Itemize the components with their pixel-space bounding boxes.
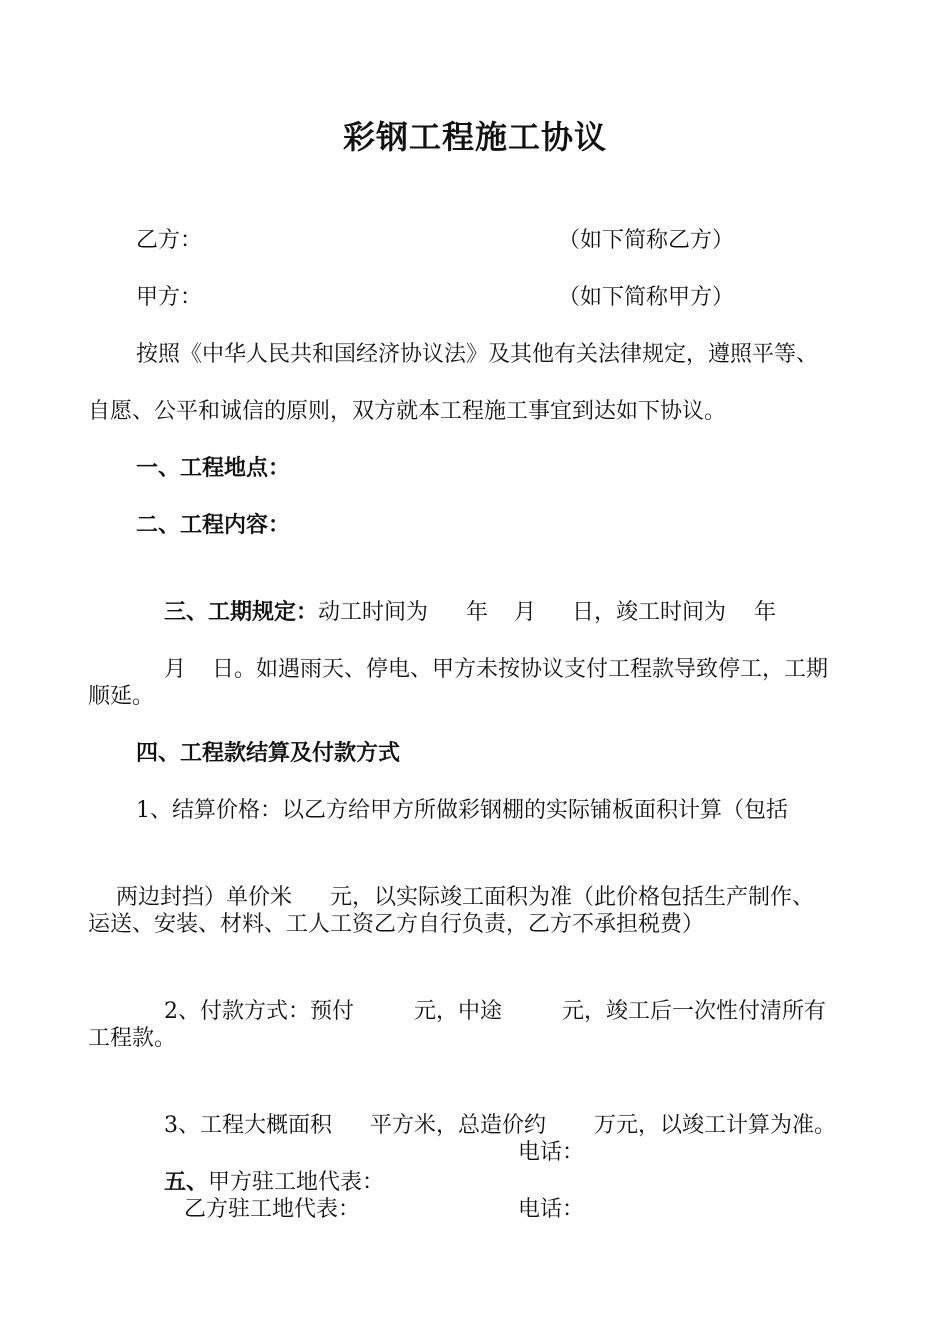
rep-b-phone-label: 电话： [518,1197,585,1222]
section-2-heading: 二、工程内容： [136,513,291,538]
finish-year-unit: 年 [754,600,777,625]
party-b-label: 乙方： [136,228,203,253]
start-month-unit: 月 [514,600,537,625]
intro-line-2: 自愿、公平和诚信的原则，双方就本工程施工事宜到达如下协议。 [88,399,727,424]
total-cost-unit: 万元，以竣工计算为准。 [594,1113,837,1138]
finish-label: 日，竣工时间为 [572,600,727,625]
rep-a-label: 甲方驻工地代表： [208,1170,385,1195]
intro-line-1: 按照《中华人民共和国经济协议法》及其他有关法律规定，遵照平等、 [136,342,819,367]
total-cost-label: 平方米，总造价约 [369,1113,546,1138]
section-3-line-2-text: 日。如遇雨天、停电、甲方未按协议支付工程款导致停工，工期 [212,657,829,682]
section-1-heading: 一、工程地点： [136,456,291,481]
area-label: 3、工程大概面积 [163,1113,332,1138]
start-label: 动工时间为 [318,600,429,625]
item-2-line-1 [136,967,826,1057]
finish-month-unit: 月 [163,657,186,682]
prepay-label: 2、付款方式：预付 [163,999,354,1024]
unit-price-rest: 元，以实际竣工面积为准（此价格包括生产制作、 [330,885,815,910]
unit-price-label: 两边封挡）单价米 [115,885,292,910]
section-3-line-2 [136,625,828,715]
party-b-note: （如下简称乙方） [558,228,735,253]
section-5-heading: 五、 [163,1170,208,1195]
document-title: 彩钢工程施工协议 [342,118,607,156]
party-a-label: 甲方： [136,285,203,310]
rep-b-label: 乙方驻工地代表： [184,1197,361,1222]
final-payment-label: 元，竣工后一次性付清所有 [562,999,827,1024]
item-2-line-2: 工程款。 [88,1026,177,1051]
section-3-line-3: 顺延。 [88,684,155,709]
section-3-heading: 三、工期规定： [163,600,318,625]
start-year-unit: 年 [466,600,489,625]
item-1-line-1: 1、结算价格：以乙方给甲方所做彩钢棚的实际铺板面积计算（包括 [136,798,788,823]
item-1-line-3: 运送、安装、材料、工人工资乙方自行负责，乙方不承担税费） [88,912,705,937]
rep-a-phone-label: 电话： [518,1140,585,1165]
section-4-heading: 四、工程款结算及付款方式 [136,741,401,766]
party-a-note: （如下简称甲方） [558,285,735,310]
midway-label: 元，中途 [413,999,502,1024]
